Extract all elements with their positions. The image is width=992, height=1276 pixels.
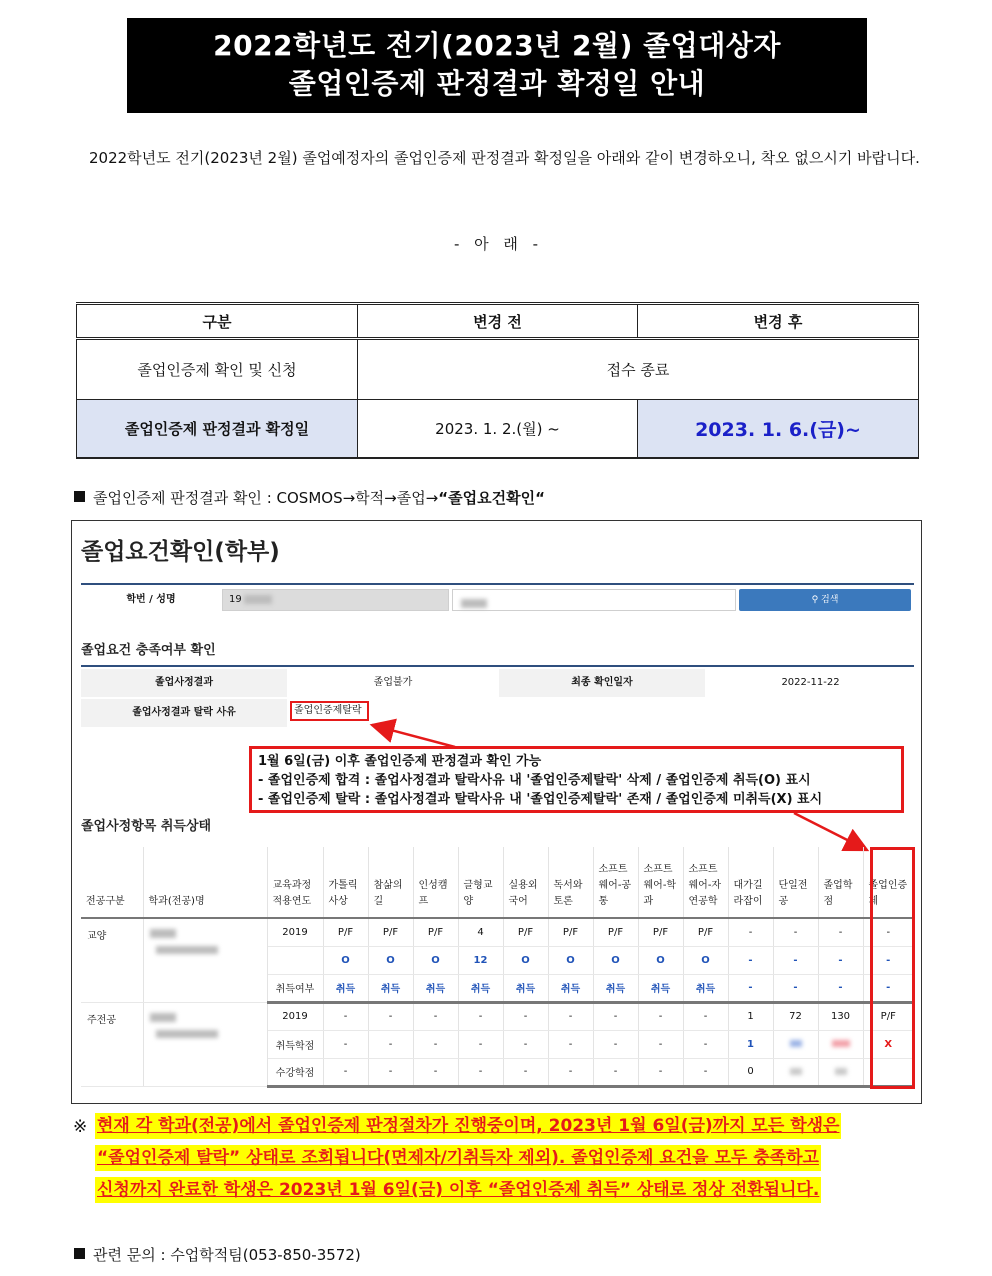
status-cell: 4 (458, 918, 503, 946)
status-cell: - (413, 1002, 458, 1030)
status-cell: 72 (773, 1002, 818, 1030)
status-cell: O (503, 946, 548, 974)
redacted-value (832, 1040, 850, 1047)
status-cell: - (548, 1058, 593, 1086)
schedule-change-table (76, 302, 919, 459)
status-cell: - (728, 974, 773, 1002)
status-cell: - (548, 1030, 593, 1058)
notice-line-3: 신청까지 완료한 학생은 2023년 1월 6일(금) 이후 “졸업인증제 취득” 상태로 정상 전환됩니다. (95, 1177, 821, 1203)
search-icon: ⚲ (811, 595, 819, 605)
col-header: 소프트웨어-공통 (593, 847, 638, 918)
cert-column-highlight (870, 847, 915, 1089)
student-id-prefix: 19 (229, 594, 242, 605)
status-cell: - (413, 1030, 458, 1058)
requirement-status-table (81, 847, 914, 1088)
contact-text: 관련 문의 : 수업학적팀(053-850-3572) (93, 1246, 361, 1264)
redacted-value (790, 1068, 802, 1075)
status-cell: P/F (593, 918, 638, 946)
status-cell: - (593, 1002, 638, 1030)
notice-line-1: 현재 각 학과(전공)에서 졸업인증제 판정절차가 진행중이며, 2023년 1월 6일(금)까지 모든 학생은 (95, 1113, 841, 1139)
status-cell: - (458, 1002, 503, 1030)
status-cell: - (773, 918, 818, 946)
status-cell: O (638, 946, 683, 974)
result-value: 졸업불가 (373, 677, 413, 688)
callout-box (249, 746, 904, 813)
status-cell: - (503, 1002, 548, 1030)
redacted-dept (150, 929, 176, 938)
status-cell: - (368, 1002, 413, 1030)
status-cell: P/F (638, 918, 683, 946)
arrow-to-cert-column (794, 813, 867, 850)
status-cell: 취득 (548, 974, 593, 1002)
status-cell: O (548, 946, 593, 974)
status-cell: 0 (728, 1058, 773, 1086)
col-header-cert: 졸업인증제 (863, 847, 914, 918)
department-name (143, 1002, 267, 1086)
header-category: 구분 (77, 304, 358, 339)
major-group: 교양 (81, 918, 143, 1002)
major-group: 주전공 (81, 1002, 143, 1086)
title-banner (127, 18, 867, 113)
date-value: 2022-11-22 (781, 677, 840, 688)
status-cell: 취득 (503, 974, 548, 1002)
row-type: 취득여부 (267, 974, 323, 1002)
notice-line-2: “졸업인증제 탈락” 상태로 조회됩니다(면제자/기취득자 제외). 졸업인증제 요건을 모두 충족하고 (95, 1145, 821, 1171)
graduation-check-screenshot (71, 520, 922, 1104)
row-value-application: 접수 종료 (358, 339, 919, 400)
redacted-dept (150, 1013, 176, 1022)
row-label-application: 졸업인증제 확인 및 신청 (77, 339, 358, 400)
col-header: 학과(전공)명 (143, 847, 267, 918)
status-cell: P/F (863, 1002, 914, 1030)
col-header: 참삶의길 (368, 847, 413, 918)
row-type: 취득학점 (267, 1030, 323, 1058)
reason-label: 졸업사정결과 탈락 사유 (81, 699, 287, 727)
status-cell: - (503, 1030, 548, 1058)
status-cell: - (638, 1030, 683, 1058)
screenshot-title: 졸업요건확인(학부) (81, 539, 280, 565)
status-section-title: 졸업사정항목 취득상태 (81, 819, 212, 834)
status-cell: - (368, 1058, 413, 1086)
department-name (143, 918, 267, 1002)
status-cell: - (818, 974, 863, 1002)
col-header: 실용외국어 (503, 847, 548, 918)
status-cell: - (323, 1002, 368, 1030)
table-row (81, 1002, 914, 1030)
search-label: 학번 / 성명 (126, 594, 176, 605)
status-cell: - (818, 946, 863, 974)
status-cell: - (773, 974, 818, 1002)
search-button-label: 검색 (821, 595, 839, 605)
status-cell (773, 1058, 818, 1086)
status-cell: 취득 (368, 974, 413, 1002)
status-cell (818, 1058, 863, 1086)
status-cell: O (593, 946, 638, 974)
status-cell (773, 1030, 818, 1058)
status-cell: P/F (548, 918, 593, 946)
callout-line-1: 1월 6일(금) 이후 졸업인증제 판정결과 확인 가능 (258, 754, 542, 769)
reason-value: 졸업인증제탈락 (290, 701, 369, 721)
confirm-date-before: 2023. 1. 2.(월) ~ (358, 400, 638, 458)
status-cell: 12 (458, 946, 503, 974)
status-cell: - (638, 1002, 683, 1030)
status-cell: - (323, 1058, 368, 1086)
status-cell: 취득 (413, 974, 458, 1002)
status-cell: - (773, 946, 818, 974)
status-cell: P/F (413, 918, 458, 946)
status-cell: - (683, 1058, 728, 1086)
result-label: 졸업사정결과 (81, 669, 287, 697)
table-row (81, 918, 914, 946)
status-cell: 취득 (593, 974, 638, 1002)
requirement-section-title: 졸업요건 충족여부 확인 (81, 643, 216, 658)
contact-line (74, 1244, 361, 1265)
row-type: 2019 (267, 918, 323, 946)
status-cell: 취득 (323, 974, 368, 1002)
col-header: 글형교양 (458, 847, 503, 918)
status-cell: P/F (323, 918, 368, 946)
col-header: 소프트웨어-자연공학 (683, 847, 728, 918)
status-cell: - (863, 974, 914, 1002)
redacted-value (790, 1040, 802, 1047)
path-text: 졸업인증제 판정결과 확인 : COSMOS→학적→졸업→ (93, 489, 439, 507)
col-header: 독서와토론 (548, 847, 593, 918)
status-cell: - (458, 1058, 503, 1086)
status-cell: - (368, 1030, 413, 1058)
col-header: 가톨릭사상 (323, 847, 368, 918)
status-cell: P/F (683, 918, 728, 946)
title-line-2: 졸업인증제 판정결과 확정일 안내 (288, 67, 706, 100)
status-cell: - (638, 1058, 683, 1086)
header-before: 변경 전 (358, 304, 638, 339)
col-header: 전공구분 (81, 847, 143, 918)
status-cell: - (458, 1030, 503, 1058)
arrow-to-reason (372, 725, 455, 747)
callout-line-3: - 졸업인증제 탈락 : 졸업사정결과 탈락사유 내 '졸업인증제탈락' 존재 / 졸업인증제 미취득(X) 표시 (258, 792, 823, 807)
col-header: 졸업학점 (818, 847, 863, 918)
status-cell: O (413, 946, 458, 974)
square-bullet-icon (74, 1248, 85, 1259)
status-cell: X (863, 1030, 914, 1058)
intro-paragraph: 2022학년도 전기(2023년 2월) 졸업예정자의 졸업인증제 판정결과 확정일을 아래와 같이 변경하오니, 착오 없으시기 바랍니다. (89, 149, 920, 167)
status-cell: 130 (818, 1002, 863, 1030)
callout-line-2: - 졸업인증제 합격 : 졸업사정결과 탈락사유 내 '졸업인증제탈락' 삭제 / 졸업인증제 취득(O) 표시 (258, 773, 811, 788)
status-cell: - (863, 918, 914, 946)
col-header: 교육과정적용연도 (267, 847, 323, 918)
row-label-confirm-date: 졸업인증제 판정결과 확정일 (77, 400, 358, 458)
col-header: 대가길라잡이 (728, 847, 773, 918)
status-cell: - (548, 1002, 593, 1030)
status-cell: 취득 (683, 974, 728, 1002)
status-cell: P/F (503, 918, 548, 946)
title-line-1: 2022학년도 전기(2023년 2월) 졸업대상자 (213, 29, 781, 62)
status-cell: O (323, 946, 368, 974)
col-header: 단일전공 (773, 847, 818, 918)
square-bullet-icon (74, 491, 85, 502)
row-type (267, 946, 323, 974)
status-cell: P/F (368, 918, 413, 946)
row-type: 수강학점 (267, 1058, 323, 1086)
status-cell: O (368, 946, 413, 974)
table-header-row (81, 847, 914, 918)
check-path-line (74, 487, 545, 508)
path-target: “졸업요건확인“ (438, 489, 545, 507)
status-cell: - (503, 1058, 548, 1086)
status-cell: 취득 (638, 974, 683, 1002)
table-body (81, 918, 914, 1086)
status-cell: - (593, 1030, 638, 1058)
date-label: 최종 확인일자 (499, 669, 705, 697)
status-cell: - (593, 1058, 638, 1086)
redacted-major (156, 946, 218, 954)
row-type: 2019 (267, 1002, 323, 1030)
status-cell: 1 (728, 1030, 773, 1058)
status-cell: 1 (728, 1002, 773, 1030)
redacted-value (835, 1068, 847, 1075)
status-cell: - (863, 946, 914, 974)
header-after: 변경 후 (638, 304, 919, 339)
redacted-major (156, 1030, 218, 1038)
reference-mark: ※ (73, 1117, 88, 1137)
status-cell: - (683, 1002, 728, 1030)
status-cell: 취득 (458, 974, 503, 1002)
status-cell (818, 1030, 863, 1058)
col-header: 인성캠프 (413, 847, 458, 918)
status-cell: - (323, 1030, 368, 1058)
status-cell: - (728, 946, 773, 974)
confirm-date-after: 2023. 1. 6.(금)~ (638, 400, 919, 458)
section-divider-label: - 아 래 - (453, 235, 539, 253)
status-cell: - (683, 1030, 728, 1058)
col-header: 소프트웨어-학과 (638, 847, 683, 918)
status-cell: O (683, 946, 728, 974)
status-cell: - (818, 918, 863, 946)
status-cell: - (413, 1058, 458, 1086)
status-cell: - (728, 918, 773, 946)
